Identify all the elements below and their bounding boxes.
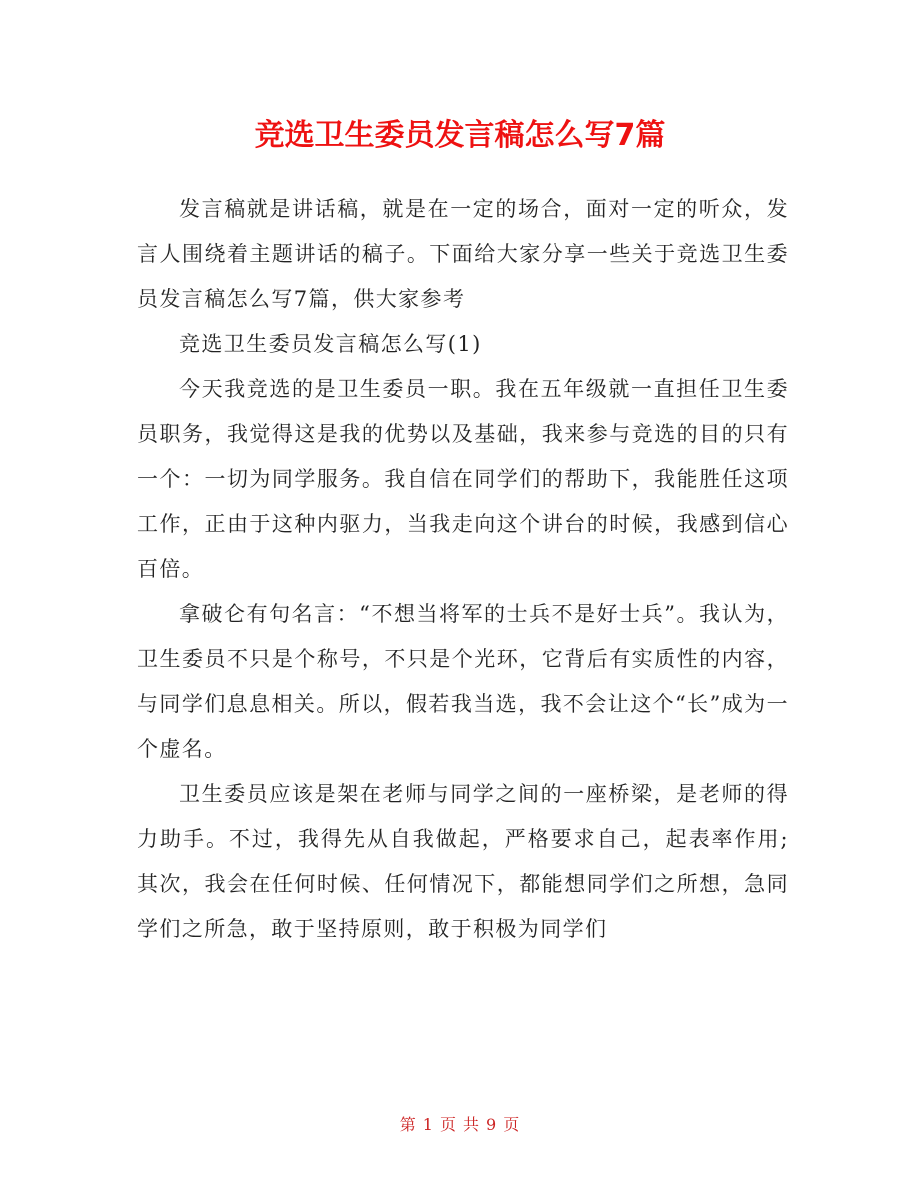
footer-page-mid: 页 共: [439, 1115, 481, 1134]
section-heading: 竞选卫生委员发言稿怎么写(1): [179, 332, 482, 356]
footer-page-prefix: 第: [399, 1115, 417, 1134]
intro-paragraph: 发言稿就是讲话稿，就是在一定的场合，面对一定的听众，发言人围绕着主题讲话的稿子。下面给大家分享一些关于竞选卫生委员发言稿怎么写7篇，供大家参考: [137, 197, 789, 311]
body-paragraph: 今天我竞选的是卫生委员一职。我在五年级就一直担任卫生委员职务，我觉得这是我的优势以及基础，我来参与竞选的目的只有一个：一切为同学服务。我自信在同学们的帮助下，我能胜任这项工作，正由于这种内驱力，当我走向这个讲台的时候，我感到信心百倍。: [137, 377, 789, 581]
page-footer: [0, 1113, 920, 1137]
document-title: 竞选卫生委员发言稿怎么写7篇: [254, 118, 666, 153]
footer-page-suffix: 页: [503, 1115, 521, 1134]
body-paragraph: 拿破仑有句名言：“不想当将军的士兵不是好士兵”。我认为，卫生委员不只是个称号，不只是个光环，它背后有实质性的内容，与同学们息息相关。所以，假若我当选，我不会让这个“长”成为一个虚名。: [137, 602, 789, 761]
footer-page-current: 1: [422, 1115, 434, 1134]
body-paragraph: 卫生委员应该是架在老师与同学之间的一座桥梁，是老师的得力助手。不过，我得先从自我做起，严格要求自己，起表率作用;其次，我会在任何时候、任何情况下，都能想同学们之所想，急同学们之所急，敢于坚持原则，敢于积极为同学们: [137, 782, 789, 941]
footer-page-total: 9: [486, 1115, 498, 1134]
document-body: [137, 187, 789, 952]
